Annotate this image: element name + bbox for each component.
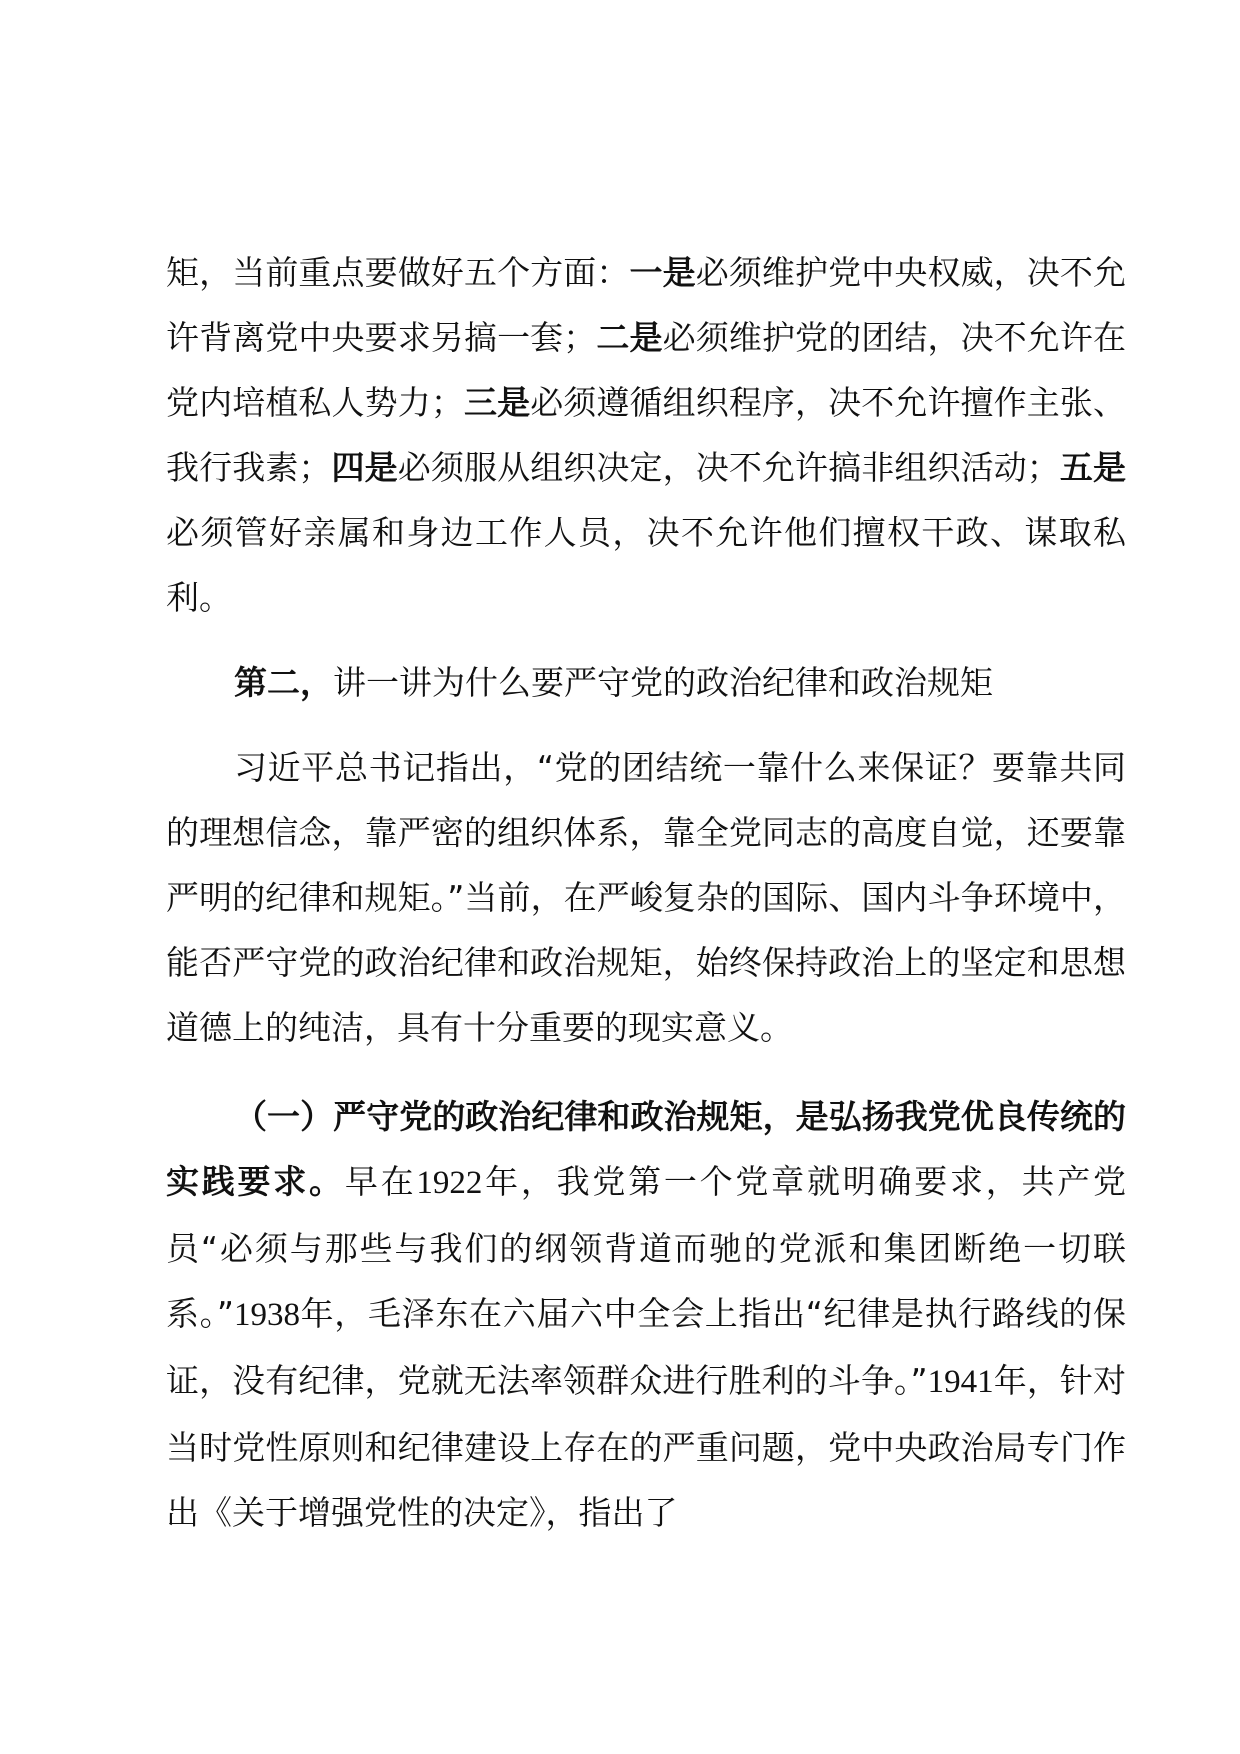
year-number: 1938 <box>233 1297 300 1333</box>
bold-marker-fifth: 五是 <box>1059 448 1127 487</box>
spacer <box>166 715 1126 735</box>
text-segment: 必须维护党中央权威，决不允许背离党中央要求另搞一套； <box>166 253 1127 357</box>
bold-marker-fourth: 四是 <box>331 448 398 487</box>
text-segment: 矩，当前重点要做好五个方面： <box>166 253 630 292</box>
paragraph-xi-quote <box>166 735 1126 1060</box>
text-segment: 必须遵循组织程序，决不允许擅作主张、我行我素； <box>166 383 1127 487</box>
spacer <box>166 630 1126 650</box>
text-segment: 年，针对当时党性原则和纪律建设上存在的严重问题，党中央政治局专门作出《关于增强党性的决定》，指出了 <box>166 1361 1126 1532</box>
text-segment: 年，我党第一个党章就明确要求，共产党员“必须与那些与我们的纲领背道而驰的党派和集团断绝一切联系。” <box>166 1162 1127 1333</box>
document-page <box>166 240 1126 1545</box>
bold-marker-third: 三是 <box>463 383 531 422</box>
paragraph-text: 习近平总书记指出，“党的团结统一靠什么来保证？要靠共同的理想信念，靠严密的组织体系，靠全党同志的高度自觉，还要靠严明的纪律和规矩。”当前，在严峻复杂的国际、国内斗争环境中，能否严守党的政治纪律和政治规矩，始终保持政治上的坚定和思想道德上的纯洁，具有十分重要的现实意义。 <box>166 748 1126 1047</box>
text-segment: 必须管好亲属和身边工作人员，决不允许他们擅权干政、谋取私利。 <box>166 513 1126 617</box>
paragraph-five-aspects <box>166 240 1126 630</box>
year-number: 1941 <box>927 1364 994 1400</box>
bold-marker-second: 二是 <box>596 318 663 357</box>
bold-marker-first: 一是 <box>629 253 696 292</box>
text-segment: 必须维护党的团结，决不允许在党内培植私人势力； <box>166 318 1127 422</box>
text-segment: 年，毛泽东在六届六中全会上指出“纪律是执行路线的保证，没有纪律，党就无法率领群众进行胜利的斗争。” <box>166 1294 1126 1400</box>
heading-label: 第二， <box>234 663 333 702</box>
spacer <box>166 1060 1126 1084</box>
text-segment: 早在 <box>344 1162 417 1201</box>
paragraph-discipline-history <box>166 1084 1126 1545</box>
year-number: 1922 <box>416 1165 483 1201</box>
heading-text: 讲一讲为什么要严守党的政治纪律和政治规矩 <box>333 663 993 702</box>
section-heading-second <box>166 650 1126 715</box>
subsection-heading: （一）严守党的政治纪律和政治规矩，是弘扬我党优良传统的实践要求。 <box>166 1097 1126 1201</box>
text-segment: 必须服从组织决定，决不允许搞非组织活动； <box>397 448 1060 487</box>
